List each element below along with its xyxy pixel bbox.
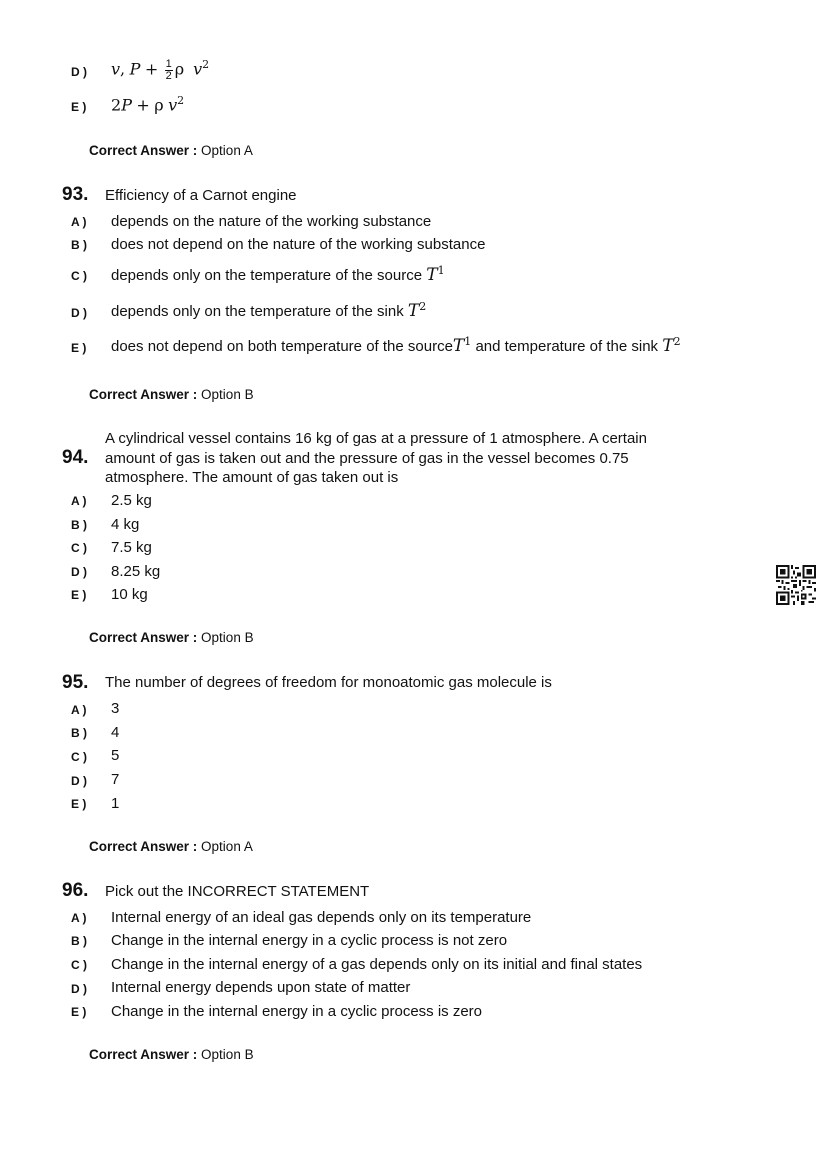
question-text: The number of degrees of freedom for monoatomic gas molecule is (105, 674, 552, 691)
option-text: does not depend on both temperature of the sourceT$^1$ and temperature of the sink $T^2$ (111, 335, 681, 356)
option-letter: A ) (71, 703, 87, 717)
question-number: 93. (62, 184, 89, 205)
option-letter: B ) (71, 518, 87, 532)
question-number: 94. (62, 447, 89, 468)
option-letter: E ) (71, 341, 87, 355)
option-text: 3 (111, 700, 120, 717)
question-text: Efficiency of a Carnot engine (105, 187, 297, 204)
option-letter: A ) (71, 911, 87, 925)
option-letter: B ) (71, 726, 87, 740)
option-text: depends only on the temperature of the source $T^1$ (111, 264, 445, 285)
option-letter: E ) (71, 797, 87, 811)
option-letter: D ) (71, 774, 87, 788)
option-text: Internal energy depends upon state of matter (111, 979, 411, 996)
option-letter: E ) (71, 100, 87, 114)
option-letter: D ) (71, 982, 87, 996)
option-text: 10 kg (111, 586, 148, 603)
option-letter: E ) (71, 1005, 87, 1019)
question-number: 95. (62, 672, 89, 693)
option-letter: C ) (71, 750, 87, 764)
option-letter: C ) (71, 958, 87, 972)
option-letter: D ) (71, 565, 87, 579)
question-text: Pick out the INCORRECT STATEMENT (105, 883, 370, 900)
correct-answer: Correct Answer : Option A (89, 839, 253, 854)
option-text: 7 (111, 771, 120, 788)
option-letter: A ) (71, 215, 87, 229)
option-letter: D ) (71, 65, 87, 79)
option-letter: A ) (71, 494, 87, 508)
option-text: 4 (111, 724, 120, 741)
option-letter: B ) (71, 238, 87, 252)
option-text: depends on the nature of the working substance (111, 213, 432, 230)
option-d-formula: v, P + $\frac{1}{2}$ ρ $v^2$ (111, 57, 210, 82)
option-text: 4 kg (111, 516, 140, 533)
option-text: Change in the internal energy in a cyclic process is zero (111, 1003, 483, 1020)
option-text: Internal energy of an ideal gas depends only on its temperature (111, 909, 532, 926)
question-number: 96. (62, 880, 89, 901)
fraction: $\frac{1}{2}$ (165, 57, 172, 82)
qr-code-icon (776, 565, 816, 605)
option-text: 1 (111, 795, 120, 812)
option-e-formula: 2P + ρ $v^2$ (111, 94, 185, 115)
option-text: 8.25 kg (111, 563, 161, 580)
option-text: 7.5 kg (111, 539, 152, 556)
option-text: 2.5 kg (111, 492, 152, 509)
correct-answer: Correct Answer : Option B (89, 1047, 254, 1062)
option-letter: C ) (71, 269, 87, 283)
correct-answer: Correct Answer : Option B (89, 630, 254, 645)
option-letter: E ) (71, 588, 87, 602)
correct-answer: Correct Answer : Option B (89, 387, 254, 402)
option-text: Change in the internal energy in a cyclic process is not zero (111, 932, 508, 949)
option-letter: C ) (71, 541, 87, 555)
option-letter: B ) (71, 934, 87, 948)
option-text: depends only on the temperature of the sink $T^2$ (111, 300, 427, 321)
correct-answer: Correct Answer : Option A (89, 143, 253, 158)
option-letter: D ) (71, 306, 87, 320)
option-text: Change in the internal energy of a gas depends only on its initial and final states (111, 956, 643, 973)
option-text: 5 (111, 747, 120, 764)
option-text: does not depend on the nature of the working substance (111, 236, 486, 253)
question-text: A cylindrical vessel contains 16 kg of gas at a pressure of 1 atmosphere. A certain amount of gas is taken out and the pressure of gas in the vessel becomes 0.75 atmosphere. The amount of gas taken out is (105, 430, 647, 486)
